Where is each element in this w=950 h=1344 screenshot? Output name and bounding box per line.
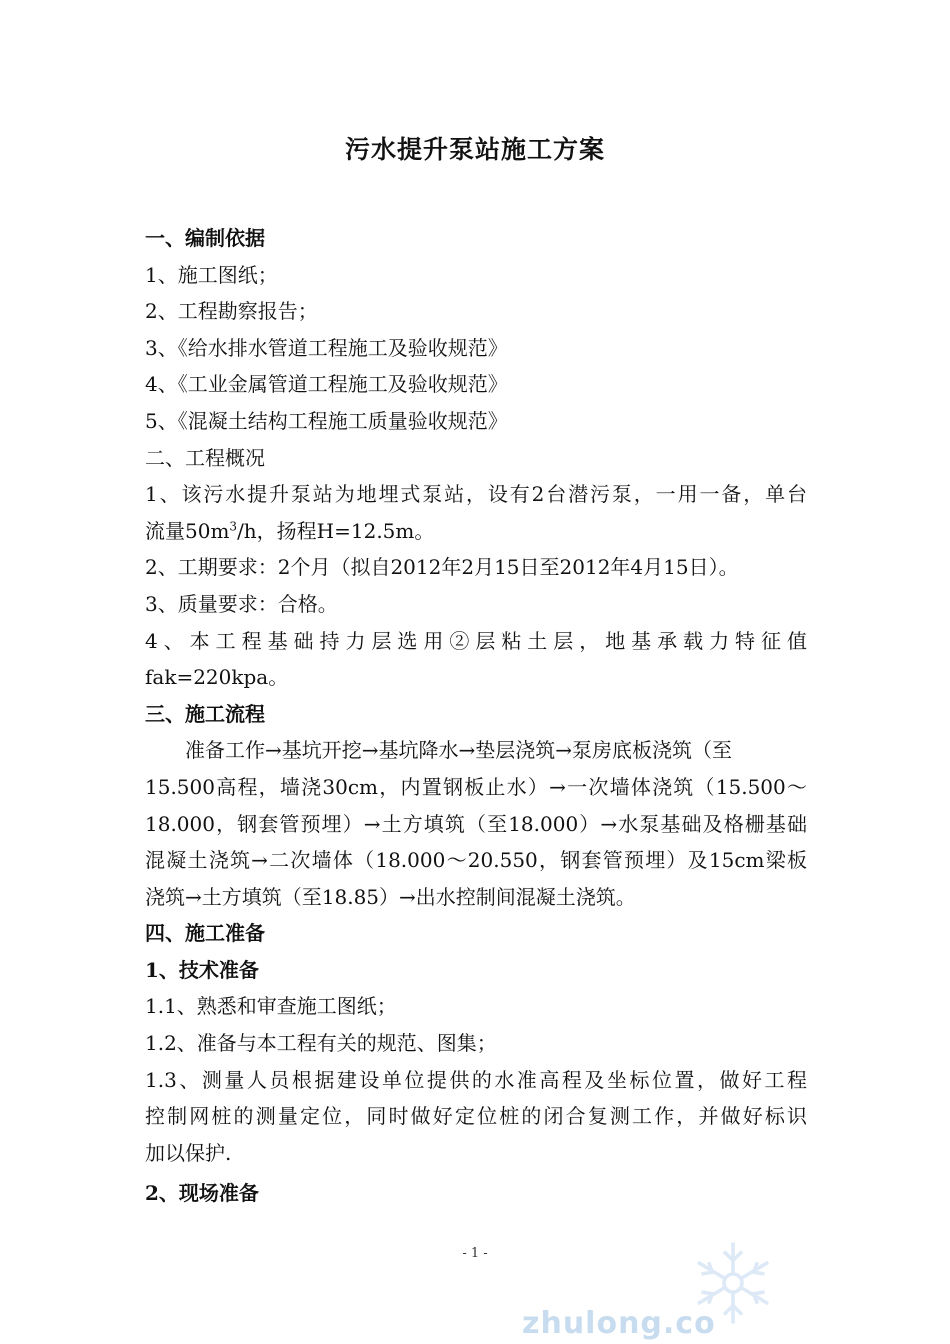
- paragraph-line-flow: [145, 513, 807, 550]
- paragraph-line: 1.1、熟悉和审查施工图纸；: [145, 994, 397, 1019]
- section-heading-process: 三、施工流程: [145, 701, 265, 726]
- paragraph-line: 18.000，钢套管预埋）→土方填筑（至18.000）→水泵基础及格栅基础: [145, 811, 807, 836]
- paragraph-line: 混凝土浇筑→二次墙体（18.000～20.550，钢套管预埋）及15cm梁板: [145, 848, 807, 873]
- section-heading-overview: 二、工程概况: [145, 445, 265, 470]
- paragraph-line: 2、工程勘察报告；: [145, 299, 318, 324]
- watermark-text: zhulong.co: [522, 1306, 716, 1341]
- paragraph-line: 5、《混凝土结构工程施工质量验收规范》: [145, 408, 508, 433]
- page-number: - 1 -: [462, 1246, 488, 1261]
- paragraph-line: 3、《给水排水管道工程施工及验收规范》: [145, 335, 508, 360]
- paragraph-line: 15.500高程，墙浇30cm，内置钢板止水）→一次墙体浇筑（15.500～: [145, 774, 807, 799]
- document-body: [145, 220, 807, 1212]
- paragraph-line: fak=220kpa。: [145, 665, 289, 690]
- paragraph-line: 控制网桩的测量定位，同时做好定位桩的闭合复测工作，并做好标识: [145, 1104, 807, 1129]
- flow-text-rest: /h，扬程H=12.5m。: [237, 518, 435, 543]
- superscript-cubic: 3: [229, 519, 238, 534]
- section-heading-basis: 一、编制依据: [145, 226, 265, 250]
- paragraph-line: 加以保护.: [145, 1140, 232, 1165]
- subsection-heading-site: 2、现场准备: [145, 1181, 259, 1206]
- paragraph-line: 1、施工图纸；: [145, 262, 278, 287]
- paragraph-line: 浇筑→土方填筑（至18.85）→出水控制间混凝土浇筑。: [145, 884, 636, 909]
- paragraph-line: 3、质量要求：合格。: [145, 591, 338, 616]
- paragraph-line: 准备工作→基坑开挖→基坑降水→垫层浇筑→泵房底板浇筑（至: [185, 738, 733, 763]
- paragraph-line: 2、工期要求：2个月（拟自2012年2月15日至2012年4月15日）。: [145, 555, 739, 580]
- paragraph-line: 4、《工业金属管道工程施工及验收规范》: [145, 372, 508, 397]
- paragraph-line: 1.3、测量人员根据建设单位提供的水准高程及坐标位置，做好工程: [145, 1067, 807, 1092]
- section-heading-preparation: 四、施工准备: [145, 921, 265, 946]
- paragraph-line: 4、本工程基础持力层选用②层粘土层，地基承载力特征值: [145, 628, 807, 653]
- document-title: 污水提升泵站施工方案: [344, 135, 605, 164]
- subsection-heading-technical: 1、技术准备: [145, 957, 259, 982]
- paragraph-line: 1.2、准备与本工程有关的规范、图集；: [145, 1031, 497, 1056]
- flow-text: 流量50m: [145, 518, 230, 543]
- paragraph-line: 1、该污水提升泵站为地埋式泵站，设有2台潜污泵，一用一备，单台: [145, 482, 807, 507]
